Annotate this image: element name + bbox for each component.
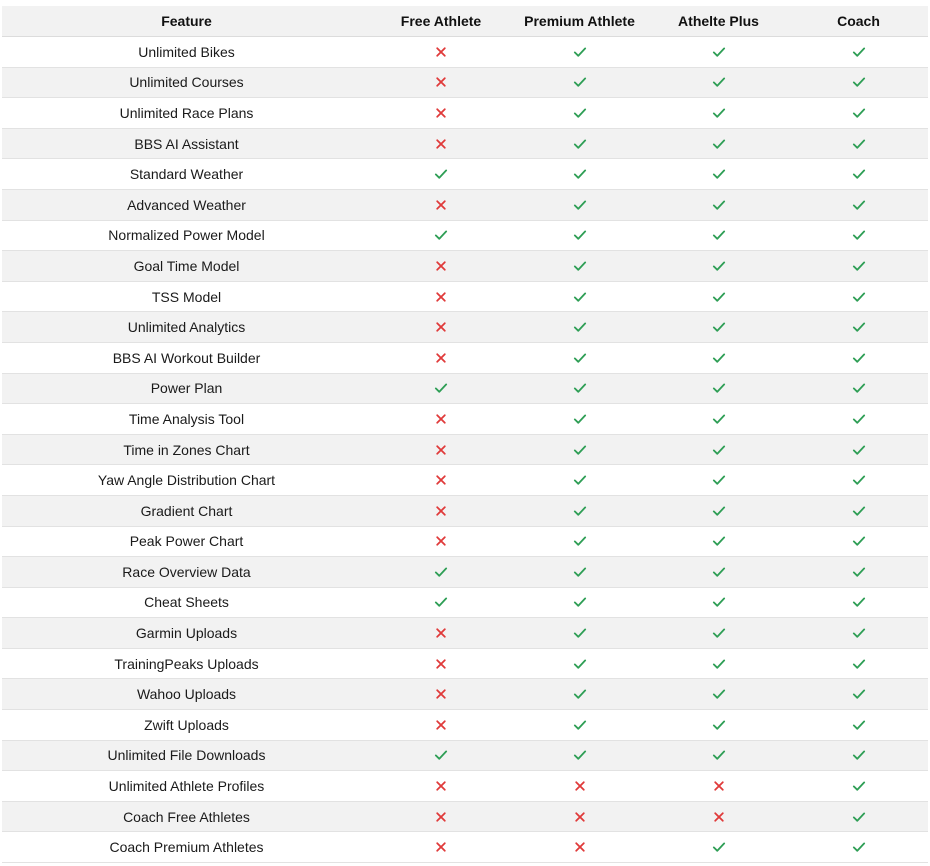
header-free-athlete: Free Athlete	[400, 13, 482, 29]
check-icon	[852, 259, 866, 273]
cross-icon	[573, 840, 587, 854]
cross-icon	[434, 198, 448, 212]
check-icon	[852, 565, 866, 579]
athlete-plus-cell	[648, 159, 789, 189]
free-athlete-cell	[371, 649, 511, 679]
feature-name: Unlimited Analytics	[127, 319, 246, 336]
cross-icon	[434, 718, 448, 732]
table-row	[2, 312, 928, 343]
check-icon	[712, 167, 726, 181]
free-athlete-cell	[371, 221, 511, 251]
table-body	[2, 37, 928, 863]
table-row	[2, 221, 928, 252]
check-icon	[852, 320, 866, 334]
athlete-plus-cell	[648, 832, 789, 862]
check-icon	[573, 565, 587, 579]
check-icon	[573, 595, 587, 609]
premium-athlete-cell	[511, 343, 648, 373]
table-row	[2, 98, 928, 129]
coach-cell	[789, 435, 928, 465]
feature-name: Time Analysis Tool	[128, 410, 245, 427]
check-icon	[712, 137, 726, 151]
feature-name: Cheat Sheets	[144, 594, 229, 611]
check-icon	[573, 259, 587, 273]
athlete-plus-cell	[648, 649, 789, 679]
table-row	[2, 527, 928, 558]
table-row	[2, 37, 928, 68]
check-icon	[573, 290, 587, 304]
feature-name: Power Plan	[150, 380, 223, 397]
coach-cell	[789, 68, 928, 98]
table-row	[2, 710, 928, 741]
premium-athlete-cell	[511, 404, 648, 434]
feature-name: Advanced Weather	[127, 196, 246, 213]
free-athlete-cell	[371, 404, 511, 434]
free-athlete-cell	[371, 527, 511, 557]
premium-athlete-cell	[511, 771, 648, 801]
coach-cell	[789, 588, 928, 618]
premium-athlete-cell	[511, 282, 648, 312]
table-row	[2, 374, 928, 405]
athlete-plus-cell	[648, 312, 789, 342]
table-row	[2, 557, 928, 588]
check-icon	[434, 228, 448, 242]
check-icon	[852, 106, 866, 120]
check-icon	[852, 75, 866, 89]
coach-cell	[789, 374, 928, 404]
cross-icon	[434, 259, 448, 273]
cross-icon	[434, 106, 448, 120]
free-athlete-cell	[371, 190, 511, 220]
premium-athlete-cell	[511, 527, 648, 557]
premium-athlete-cell	[511, 710, 648, 740]
feature-comparison-table	[2, 6, 928, 863]
check-icon	[712, 534, 726, 548]
athlete-plus-cell	[648, 129, 789, 159]
cross-icon	[434, 75, 448, 89]
athlete-plus-cell	[648, 771, 789, 801]
free-athlete-cell	[371, 251, 511, 281]
check-icon	[852, 443, 866, 457]
check-icon	[712, 412, 726, 426]
check-icon	[852, 534, 866, 548]
feature-name: Race Overview Data	[122, 563, 251, 580]
athlete-plus-cell	[648, 588, 789, 618]
check-icon	[712, 228, 726, 242]
check-icon	[573, 45, 587, 59]
feature-name: TrainingPeaks Uploads	[114, 655, 259, 672]
check-icon	[712, 259, 726, 273]
cross-icon	[434, 657, 448, 671]
table-row	[2, 404, 928, 435]
check-icon	[852, 381, 866, 395]
check-icon	[852, 687, 866, 701]
premium-athlete-cell	[511, 159, 648, 189]
check-icon	[712, 106, 726, 120]
table-row	[2, 496, 928, 527]
premium-athlete-cell	[511, 251, 648, 281]
cross-icon	[434, 351, 448, 365]
coach-cell	[789, 129, 928, 159]
check-icon	[852, 228, 866, 242]
free-athlete-cell	[371, 68, 511, 98]
check-icon	[852, 351, 866, 365]
check-icon	[573, 443, 587, 457]
check-icon	[852, 840, 866, 854]
cross-icon	[434, 534, 448, 548]
feature-name: Unlimited File Downloads	[107, 747, 266, 764]
check-icon	[712, 626, 726, 640]
check-icon	[852, 748, 866, 762]
free-athlete-cell	[371, 37, 511, 67]
athlete-plus-cell	[648, 98, 789, 128]
check-icon	[712, 748, 726, 762]
premium-athlete-cell	[511, 649, 648, 679]
table-row	[2, 190, 928, 221]
free-athlete-cell	[371, 588, 511, 618]
premium-athlete-cell	[511, 68, 648, 98]
cross-icon	[434, 473, 448, 487]
athlete-plus-cell	[648, 741, 789, 771]
cross-icon	[434, 779, 448, 793]
free-athlete-cell	[371, 557, 511, 587]
premium-athlete-cell	[511, 312, 648, 342]
table-row	[2, 832, 928, 863]
check-icon	[712, 504, 726, 518]
free-athlete-cell	[371, 98, 511, 128]
check-icon	[573, 320, 587, 334]
coach-cell	[789, 37, 928, 67]
check-icon	[434, 167, 448, 181]
check-icon	[712, 75, 726, 89]
check-icon	[573, 381, 587, 395]
check-icon	[712, 840, 726, 854]
coach-cell	[789, 832, 928, 862]
free-athlete-cell	[371, 802, 511, 832]
cross-icon	[712, 779, 726, 793]
feature-name: Coach Premium Athletes	[109, 839, 264, 856]
feature-name: Zwift Uploads	[144, 716, 229, 733]
table-row	[2, 771, 928, 802]
feature-name: Gradient Chart	[140, 502, 233, 519]
header-feature: Feature	[161, 13, 212, 29]
athlete-plus-cell	[648, 190, 789, 220]
athlete-plus-cell	[648, 496, 789, 526]
coach-cell	[789, 496, 928, 526]
premium-athlete-cell	[511, 802, 648, 832]
check-icon	[573, 137, 587, 151]
table-row	[2, 159, 928, 190]
check-icon	[712, 718, 726, 732]
coach-cell	[789, 557, 928, 587]
athlete-plus-cell	[648, 68, 789, 98]
free-athlete-cell	[371, 282, 511, 312]
cross-icon	[434, 412, 448, 426]
feature-name: TSS Model	[151, 288, 222, 305]
feature-name: Yaw Angle Distribution Chart	[97, 472, 276, 489]
premium-athlete-cell	[511, 465, 648, 495]
athlete-plus-cell	[648, 282, 789, 312]
check-icon	[852, 810, 866, 824]
premium-athlete-cell	[511, 679, 648, 709]
check-icon	[434, 381, 448, 395]
check-icon	[712, 290, 726, 304]
free-athlete-cell	[371, 710, 511, 740]
feature-name: Peak Power Chart	[129, 533, 244, 550]
premium-athlete-cell	[511, 832, 648, 862]
check-icon	[852, 473, 866, 487]
check-icon	[852, 412, 866, 426]
coach-cell	[789, 159, 928, 189]
free-athlete-cell	[371, 618, 511, 648]
cross-icon	[434, 626, 448, 640]
coach-cell	[789, 282, 928, 312]
check-icon	[852, 45, 866, 59]
athlete-plus-cell	[648, 343, 789, 373]
coach-cell	[789, 710, 928, 740]
check-icon	[852, 290, 866, 304]
feature-name: Coach Free Athletes	[123, 808, 250, 825]
athlete-plus-cell	[648, 221, 789, 251]
check-icon	[434, 565, 448, 579]
header-athlete-plus: Athelte Plus	[678, 13, 759, 29]
coach-cell	[789, 771, 928, 801]
check-icon	[573, 412, 587, 426]
premium-athlete-cell	[511, 98, 648, 128]
cross-icon	[434, 443, 448, 457]
athlete-plus-cell	[648, 557, 789, 587]
check-icon	[573, 534, 587, 548]
check-icon	[852, 626, 866, 640]
premium-athlete-cell	[511, 588, 648, 618]
coach-cell	[789, 221, 928, 251]
cross-icon	[573, 810, 587, 824]
check-icon	[573, 687, 587, 701]
check-icon	[852, 718, 866, 732]
check-icon	[852, 504, 866, 518]
free-athlete-cell	[371, 771, 511, 801]
coach-cell	[789, 98, 928, 128]
cross-icon	[434, 687, 448, 701]
check-icon	[712, 473, 726, 487]
free-athlete-cell	[371, 312, 511, 342]
table-row	[2, 282, 928, 313]
check-icon	[573, 106, 587, 120]
check-icon	[434, 748, 448, 762]
free-athlete-cell	[371, 129, 511, 159]
check-icon	[852, 595, 866, 609]
check-icon	[573, 504, 587, 518]
cross-icon	[434, 290, 448, 304]
premium-athlete-cell	[511, 741, 648, 771]
athlete-plus-cell	[648, 435, 789, 465]
cross-icon	[434, 504, 448, 518]
premium-athlete-cell	[511, 37, 648, 67]
table-row	[2, 465, 928, 496]
premium-athlete-cell	[511, 190, 648, 220]
coach-cell	[789, 679, 928, 709]
check-icon	[712, 320, 726, 334]
check-icon	[852, 137, 866, 151]
table-row	[2, 741, 928, 772]
table-row	[2, 649, 928, 680]
check-icon	[712, 687, 726, 701]
premium-athlete-cell	[511, 221, 648, 251]
athlete-plus-cell	[648, 404, 789, 434]
check-icon	[712, 565, 726, 579]
check-icon	[712, 351, 726, 365]
check-icon	[573, 351, 587, 365]
athlete-plus-cell	[648, 374, 789, 404]
feature-name: Unlimited Bikes	[138, 43, 235, 60]
feature-name: Normalized Power Model	[108, 227, 265, 244]
premium-athlete-cell	[511, 557, 648, 587]
athlete-plus-cell	[648, 465, 789, 495]
check-icon	[573, 657, 587, 671]
coach-cell	[789, 190, 928, 220]
check-icon	[852, 198, 866, 212]
free-athlete-cell	[371, 343, 511, 373]
athlete-plus-cell	[648, 37, 789, 67]
athlete-plus-cell	[648, 710, 789, 740]
free-athlete-cell	[371, 741, 511, 771]
table-row	[2, 435, 928, 466]
table-row	[2, 618, 928, 649]
feature-name: Standard Weather	[129, 166, 244, 183]
check-icon	[852, 779, 866, 793]
feature-name: BBS AI Workout Builder	[112, 349, 261, 366]
feature-name: Unlimited Race Plans	[119, 104, 254, 121]
check-icon	[573, 75, 587, 89]
feature-name: Garmin Uploads	[135, 625, 238, 642]
table-row	[2, 343, 928, 374]
check-icon	[573, 748, 587, 762]
premium-athlete-cell	[511, 129, 648, 159]
coach-cell	[789, 802, 928, 832]
table-row	[2, 129, 928, 160]
free-athlete-cell	[371, 435, 511, 465]
free-athlete-cell	[371, 159, 511, 189]
feature-name: BBS AI Assistant	[134, 135, 239, 152]
cross-icon	[434, 45, 448, 59]
feature-name: Goal Time Model	[133, 257, 240, 274]
coach-cell	[789, 649, 928, 679]
coach-cell	[789, 741, 928, 771]
coach-cell	[789, 527, 928, 557]
premium-athlete-cell	[511, 618, 648, 648]
check-icon	[712, 381, 726, 395]
check-icon	[573, 228, 587, 242]
free-athlete-cell	[371, 832, 511, 862]
check-icon	[573, 473, 587, 487]
coach-cell	[789, 618, 928, 648]
coach-cell	[789, 343, 928, 373]
coach-cell	[789, 312, 928, 342]
athlete-plus-cell	[648, 251, 789, 281]
premium-athlete-cell	[511, 435, 648, 465]
header-premium-athlete: Premium Athlete	[524, 13, 635, 29]
free-athlete-cell	[371, 496, 511, 526]
check-icon	[712, 595, 726, 609]
feature-name: Wahoo Uploads	[136, 686, 237, 703]
cross-icon	[434, 840, 448, 854]
athlete-plus-cell	[648, 802, 789, 832]
coach-cell	[789, 465, 928, 495]
cross-icon	[573, 779, 587, 793]
free-athlete-cell	[371, 374, 511, 404]
header-coach: Coach	[837, 13, 880, 29]
check-icon	[712, 657, 726, 671]
table-row	[2, 251, 928, 282]
athlete-plus-cell	[648, 527, 789, 557]
athlete-plus-cell	[648, 679, 789, 709]
check-icon	[852, 167, 866, 181]
check-icon	[434, 595, 448, 609]
table-header-row	[2, 6, 928, 37]
check-icon	[573, 626, 587, 640]
free-athlete-cell	[371, 679, 511, 709]
check-icon	[852, 657, 866, 671]
premium-athlete-cell	[511, 374, 648, 404]
coach-cell	[789, 404, 928, 434]
check-icon	[573, 198, 587, 212]
premium-athlete-cell	[511, 496, 648, 526]
free-athlete-cell	[371, 465, 511, 495]
table-row	[2, 802, 928, 833]
cross-icon	[434, 320, 448, 334]
check-icon	[712, 198, 726, 212]
coach-cell	[789, 251, 928, 281]
table-row	[2, 679, 928, 710]
table-row	[2, 68, 928, 99]
check-icon	[573, 718, 587, 732]
cross-icon	[434, 810, 448, 824]
check-icon	[712, 45, 726, 59]
cross-icon	[434, 137, 448, 151]
athlete-plus-cell	[648, 618, 789, 648]
check-icon	[573, 167, 587, 181]
feature-name: Unlimited Courses	[129, 74, 244, 91]
table-row	[2, 588, 928, 619]
feature-name: Unlimited Athlete Profiles	[108, 778, 265, 795]
feature-name: Time in Zones Chart	[123, 441, 250, 458]
cross-icon	[712, 810, 726, 824]
check-icon	[712, 443, 726, 457]
